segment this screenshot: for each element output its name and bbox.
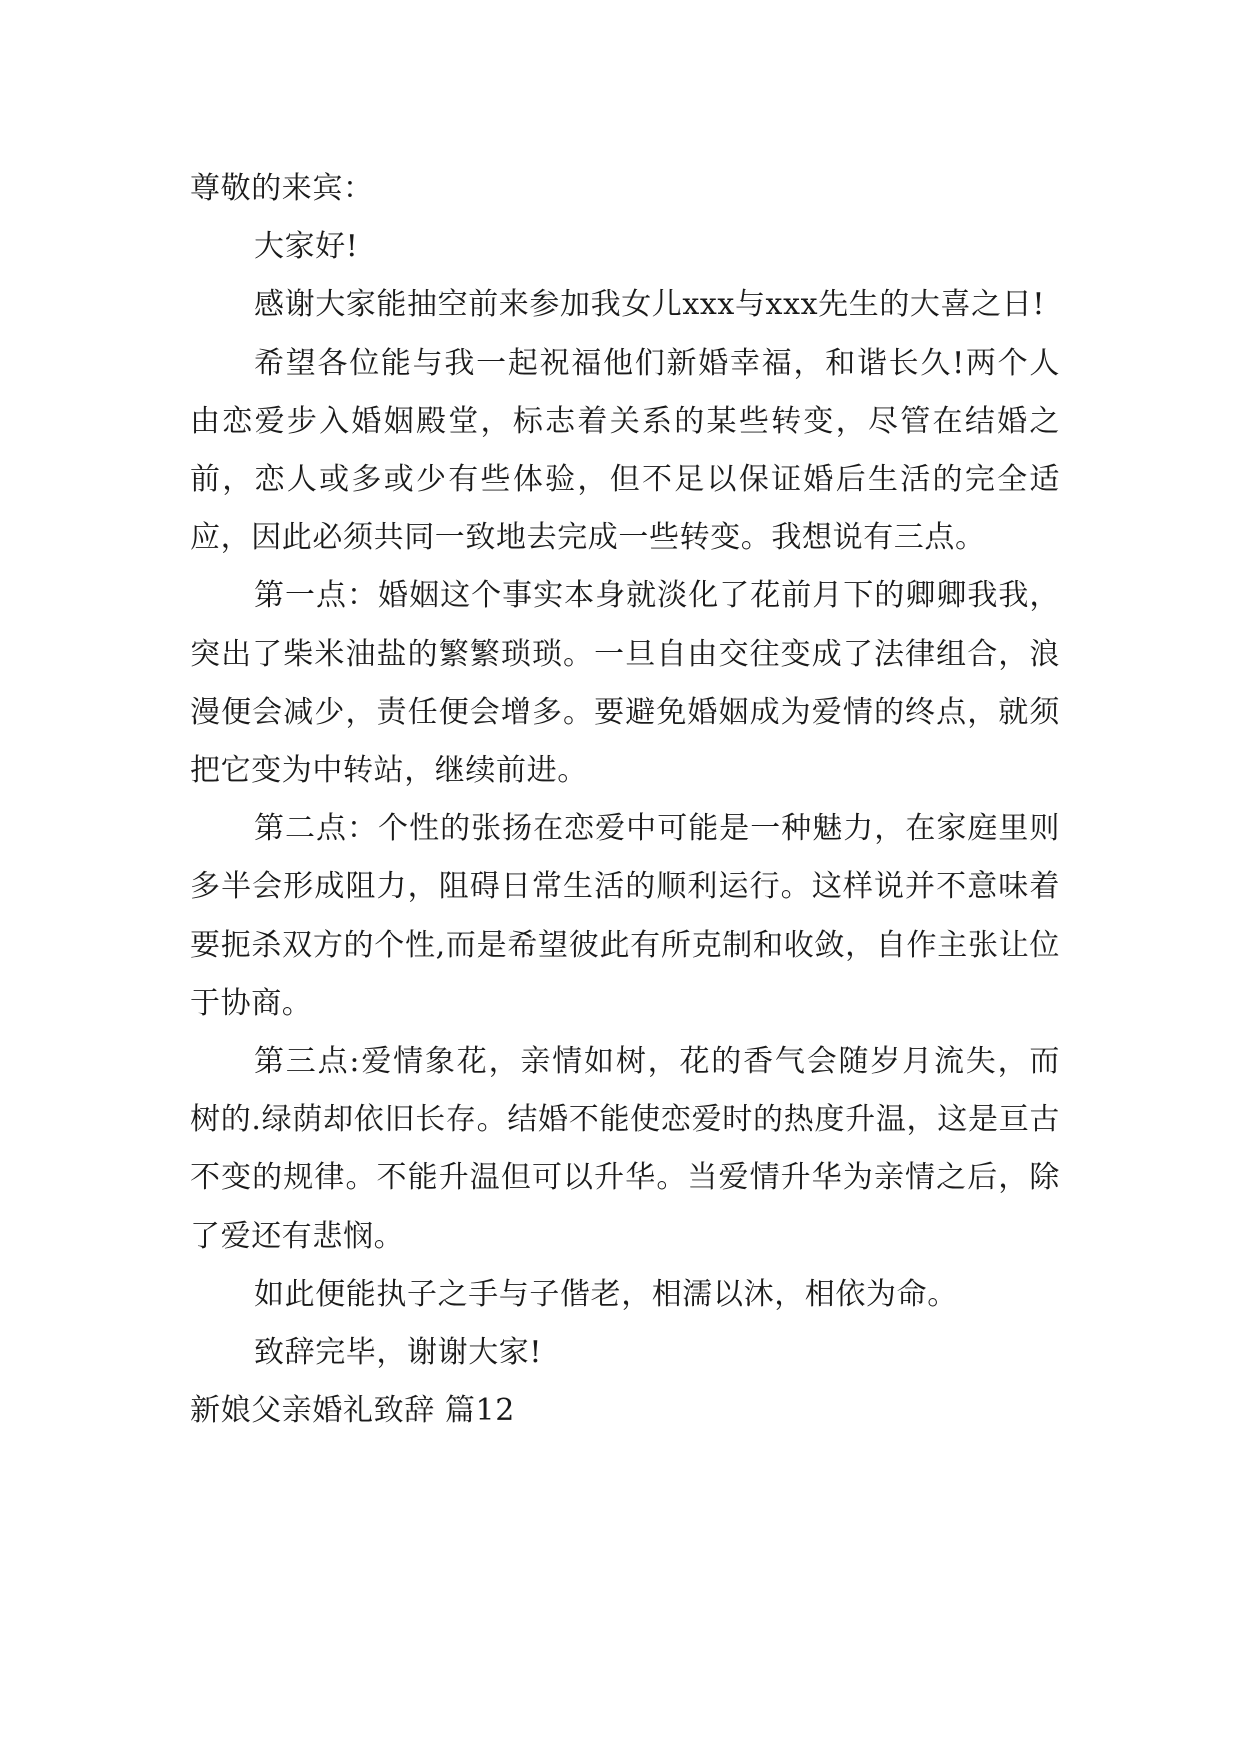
ending-paragraph: 致辞完毕，谢谢大家!	[254, 1335, 543, 1371]
point-three-paragraph: 第三点:爱情象花，亲情如树，花的香气会随岁月流失，而树的.绿荫却依旧长存。结婚不能使恋爱时的热度升温，这是亘古不变的规律。不能升温但可以升华。当爱情升华为亲情之后，除了爱还有悲悯。	[190, 1044, 1060, 1254]
greeting-paragraph: 大家好!	[254, 229, 359, 265]
point-one-paragraph: 第一点：婚姻这个事实本身就淡化了花前月下的卿卿我我，突出了柴米油盐的繁繁琐琐。一旦自由交往变成了法律组合，浪漫便会减少，责任便会增多。要避免婚姻成为爱情的终点，就须把它变为中转站，继续前进。	[190, 578, 1060, 789]
closing-paragraph: 如此便能执子之手与子偕老，相濡以沐，相依为命。	[254, 1276, 958, 1312]
document-body	[190, 160, 1060, 1440]
wishes-paragraph: 希望各位能与我一起祝福他们新婚幸福，和谐长久!两个人由恋爱步入婚姻殿堂，标志着关系的某些转变，尽管在结婚之前，恋人或多或少有些体验，但不足以保证婚后生活的完全适应，因此必须共同一致地去完成一些转变。我想说有三点。	[190, 345, 1060, 556]
salutation: 尊敬的来宾：	[190, 171, 374, 206]
point-two-paragraph: 第二点：个性的张扬在恋爱中可能是一种魅力，在家庭里则多半会形成阻力，阻碍日常生活的顺利运行。这样说并不意味着要扼杀双方的个性,而是希望彼此有所克制和收敛，自作主张让位于协商。	[190, 811, 1060, 1021]
thanks-paragraph: 感谢大家能抽空前来参加我女儿xxx与xxx先生的大喜之日!	[254, 287, 1045, 323]
section-heading: 新娘父亲婚礼致辞 篇12	[190, 1393, 515, 1429]
